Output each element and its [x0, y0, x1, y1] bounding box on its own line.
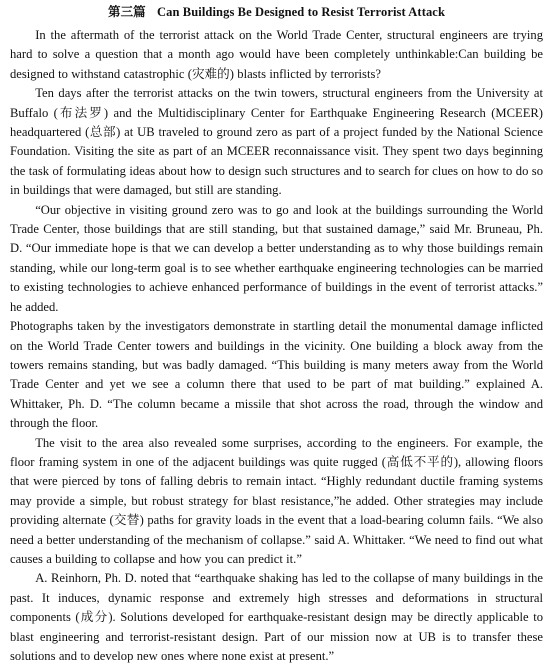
- paragraph-6: A. Reinhorn, Ph. D. noted that “earthquake shaking has led to the collapse of many buildings in the past. It induces, dynamic response and extremely high stresses and deformations in structural components (成分). Solutions developed for earthquake-resistant design may be directly applicable to blast engineering and terrorist-resistant design. Part of our mission now at UB is to transfer these solutions and to develop new ones where none exist at present.”: [10, 571, 543, 663]
- article-title: [10, 4, 543, 21]
- paragraph-1: In the aftermath of the terrorist attack on the World Trade Center, structural engineers are trying hard to solve a question that a month ago would have been completely unthinkable:Can building be designed to withstand catastrophic (灾难的) blasts inflicted by terrorists?: [10, 28, 543, 81]
- paragraph-5: The visit to the area also revealed some surprises, according to the engineers. For example, the floor framing system in one of the adjacent buildings was quite rugged (高低不平的), allowing floors that were pierced by tons of falling debris to remain intact. “Highly redundant ductile framing systems may provide a simple, but robust strategy for blast resistance,”he added. Other strategies may include providing alternate (交替) paths for gravity loads in the event that a load-bearing column fails. “We also need a better understanding of the mechanism of collapse.” said A. Whittaker. “We need to find out what causes a building to collapse and how you can predict it.”: [10, 435, 543, 566]
- paragraph-2: Ten days after the terrorist attacks on the twin towers, structural engineers from the University at Buffalo (布法罗) and the Multidisciplinary Center for Earthquake Engineering Research (MCEER) headquartered (总部) at UB traveled to ground zero as part of a project funded by the National Science Foundation. Visiting the site as part of an MCEER reconnaissance visit. They spent two days beginning the task of formulating ideas about how to design such structures and to search for clues on how to do so in buildings that were damaged, but still are standing.: [10, 86, 543, 198]
- paragraph-3: “Our objective in visiting ground zero was to go and look at the buildings surrounding the World Trade Center, those buildings that are still standing, but that sustained damage,” said Mr. Bruneau, Ph. D. “Our immediate hope is that we can develop a better understanding as to why those buildings remain standing, while our long-term goal is to see whether earthquake engineering technologies can be married to existing technologies to achieve enhanced performance of buildings in the event of terrorist attacks.” he added.: [10, 202, 543, 314]
- section-label: 第三篇: [107, 5, 146, 19]
- title-text: Can Buildings Be Designed to Resist Terrorist Attack: [157, 5, 446, 19]
- paragraph-4: Photographs taken by the investigators demonstrate in startling detail the monumental damage inflicted on the World Trade Center towers and buildings in the vicinity. One building a block away from the towers remains standing, but was badly damaged. “This building is many meters away from the World Trade Center and yet we see a column there that used to be part of mat building.” explained A. Whittaker, Ph. D. “The column became a missile that shot across the road, through the window and through the floor.: [10, 319, 543, 431]
